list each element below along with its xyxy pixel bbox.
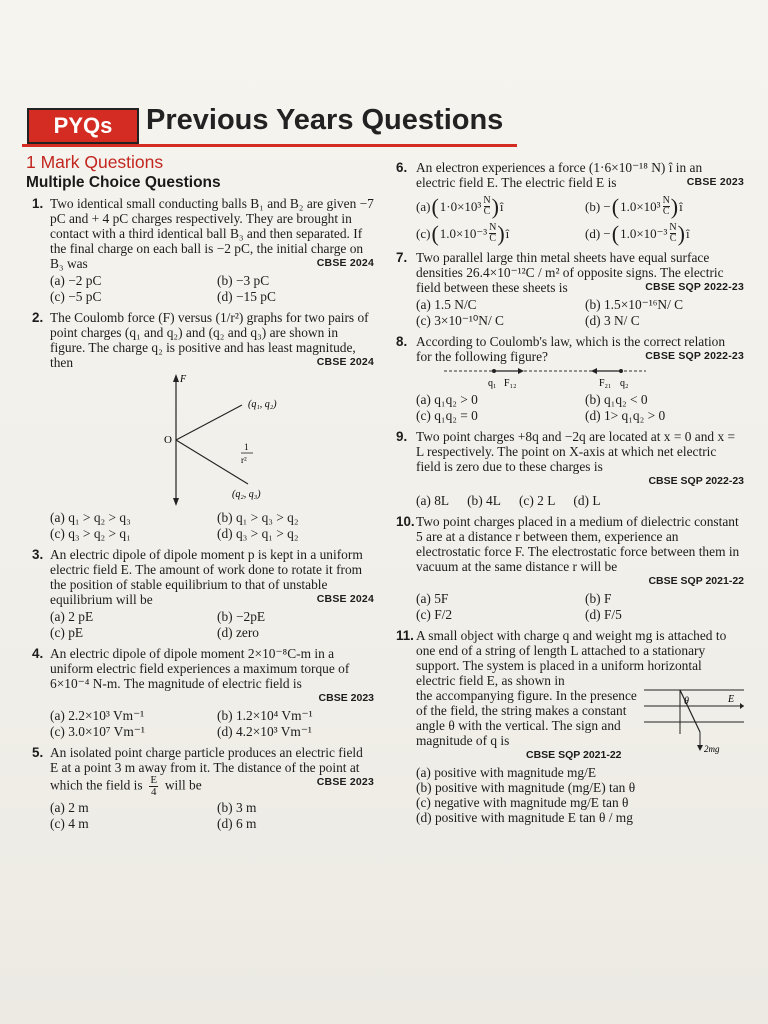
force-f12-head [518,368,524,374]
coefficient: 1·0×10³ [439,199,482,214]
question-7 [396,250,744,328]
page-title: Previous Years Questions [146,104,504,136]
label-f12: F₁₂ [504,378,517,389]
option-b[interactable]: (b) −3 pC [217,273,270,288]
option-label: (c) [416,226,431,241]
paren-open: ( [611,194,620,219]
unit-vector: î [505,226,510,241]
options [416,765,744,825]
x-label-num: 1 [244,442,249,452]
option-label: (b) − [585,199,611,214]
option-b[interactable]: (b) 1.2×10⁴ Vm⁻¹ [217,708,313,723]
option-b[interactable]: (b) F [585,591,612,606]
option-c[interactable]: (c) q₁q₂ = 0 [416,408,478,423]
source-tag: CBSE SQP 2022-23 [648,475,744,487]
options [50,609,374,640]
option-a[interactable]: (a) 5F [416,591,449,606]
question-text: An electric dipole of dipole moment 2×10⁻⁸C-m in a uniform electric field experiences a maximum torque of 6×10⁻⁴ N-m. The magnitude of electric field is [50,646,350,691]
subsection-title: Multiple Choice Questions [26,174,221,191]
options [50,708,374,739]
fraction-e-over-4 [149,775,159,798]
option-d[interactable]: (d) positive with magnitude E tan θ / mg [416,810,633,825]
source-tag: CBSE 2023 [318,692,374,704]
question-11 [396,628,744,825]
option-b[interactable]: (b) positive with magnitude (mg/E) tan θ [416,780,636,795]
theta-label: θ [684,696,689,707]
question-text-tail: will be [164,777,202,793]
option-b[interactable] [585,196,744,217]
source-tag: CBSE SQP 2022-23 [645,281,744,293]
question-3 [26,547,374,640]
question-text: An electric dipole of dipole moment p is kept in a uniform electric field E. The amount of work done to rotate it from the position of stable equilibrium to that of unstable equilibrium will be [50,547,363,607]
question-number: 2. [32,310,44,325]
paren-open: ( [431,221,439,246]
coefficient: 1.0×10⁻³ [620,226,668,241]
unit-fraction [669,223,676,244]
label-f21: F₂₁ [599,378,612,389]
question-4 [26,646,374,739]
options [50,800,374,831]
option-c[interactable]: (c) 2 L [518,493,556,508]
option-c[interactable]: (c) q₃ > q₂ > q₁ [50,526,131,541]
option-a[interactable]: (a) 2 pE [50,609,94,624]
y-arrow [173,374,179,382]
string [680,690,700,732]
option-d[interactable]: (d) q₃ > q₁ > q₂ [217,526,299,541]
question-number: 6. [396,160,408,175]
option-d[interactable]: (d) zero [217,625,260,640]
option-c[interactable]: (c) 3×10⁻¹⁰N/ C [416,313,504,328]
question-number: 1. [32,196,44,211]
force-graph [120,372,420,508]
question-number: 11. [396,628,414,643]
fraction-denominator: 4 [150,786,157,798]
option-label: (a) [416,199,431,214]
question-number: 9. [396,429,408,444]
unit-fraction [663,196,670,217]
label-q1q2: (q₁, q₂) [248,399,277,410]
option-d[interactable]: (d) −15 pC [217,289,276,304]
label-q2q3: (q₂, q₃) [232,489,261,500]
paren-open: ( [611,221,620,246]
option-a[interactable]: (a) 2.2×10³ Vm⁻¹ [50,708,145,723]
option-a[interactable]: (a) −2 pC [50,273,102,288]
options [416,392,744,423]
option-a[interactable]: (a) 2 m [50,800,89,815]
option-b[interactable]: (b) 4L [467,493,501,508]
question-2 [26,310,374,541]
unit-denominator: C [489,233,497,244]
weight-arrow-head [697,745,703,751]
question-text: Two identical small conducting balls B₁ and B₂ are given −7 pC and + 4 pC charges respectively. They are brought in contact with a third identical ball B₃ and then separated. If the final charge on each ball is −2 pC, the initial charge on B₃ was [50,196,374,271]
option-a[interactable]: (a) 8L [416,493,450,508]
x-label-den: r² [241,455,247,465]
option-d[interactable]: (d) 4.2×10³ Vm⁻¹ [217,724,312,739]
option-c[interactable]: (c) 4 m [50,816,89,831]
question-text: Two point charges placed in a medium of dielectric constant 5 are at a distance r between them, experience an electrostatic force F. The electrostatic force between them in vacuum at the same distance r will be [416,514,740,574]
coefficient: 1.0×10³ [620,199,661,214]
unit-denominator: C [669,233,677,244]
question-text: According to Coulomb's law, which is the correct relation for the following figure? [416,334,726,364]
option-d[interactable]: (d) 3 N/ C [585,313,640,328]
unit-numerator: N [669,222,677,233]
weight-label: 2mg [704,744,720,754]
y-arrow-down [173,498,179,506]
source-tag: CBSE SQP 2021-22 [526,749,622,761]
options [416,493,744,508]
option-c[interactable]: (c) 3.0×10⁷ Vm⁻¹ [50,724,145,739]
option-b[interactable]: (b) q₁ > q₃ > q₂ [217,510,299,525]
line-q2q3 [176,440,248,484]
question-number: 5. [32,745,44,760]
options [416,196,744,244]
paren-close: ) [491,194,499,219]
left-column [26,152,374,837]
force-f21-head [591,368,597,374]
pendulum-figure [644,682,744,756]
question-number: 4. [32,646,44,661]
unit-denominator: C [662,206,670,217]
header-underline [22,144,517,147]
option-label: (d) − [585,226,611,241]
option-a[interactable]: (a) 1.5 N/C [416,297,477,312]
unit-numerator: N [662,195,670,206]
unit-vector: î [679,199,683,214]
option-d[interactable]: (d) 1> q₁q₂ > 0 [585,408,666,423]
paren-close: ) [677,221,685,246]
question-number: 7. [396,250,408,265]
paren-close: ) [670,194,679,219]
question-1 [26,196,374,304]
source-tag: CBSE SQP 2021-22 [648,575,744,587]
option-a[interactable] [416,196,575,217]
option-c[interactable]: (c) −5 pC [50,289,102,304]
options [50,510,374,541]
question-text: Two parallel large thin metal sheets have equal surface densities 26.4×10⁻¹²C / m² of opposite signs. The electric field between these sheets is [416,250,724,295]
question-5 [26,745,374,831]
source-tag: CBSE 2023 [686,176,744,188]
options [50,273,374,304]
question-number: 8. [396,334,408,349]
options [416,297,744,328]
question-text: Two point charges +8q and −2q are located at x = 0 and x = L respectively. The point on X-axis at which net electric field is zero due to these charges is [416,429,736,474]
option-d[interactable] [585,223,744,244]
unit-denominator: C [483,206,491,217]
options [416,591,744,622]
source-tag: CBSE 2024 [316,356,374,368]
option-a[interactable]: (a) positive with magnitude mg/E [416,765,596,780]
question-8 [396,334,744,423]
source-tag: CBSE 2024 [316,257,374,269]
question-text: A small object with charge q and weight mg is attached to one end of a string of length L attached to a stationary support. The system is placed in a uniform horizontal electric field E, as shown in [416,628,727,688]
option-a[interactable]: (a) q₁q₂ > 0 [416,392,478,407]
option-c[interactable]: (c) negative with magnitude mg/E tan θ [416,795,629,810]
option-a[interactable]: (a) q₁ > q₂ > q₃ [50,510,131,525]
right-column [396,160,744,831]
fraction-numerator: E [150,774,158,786]
field-label: E [728,694,735,705]
unit-vector: î [499,199,504,214]
option-b[interactable]: (b) −2pE [217,609,266,624]
section-title: 1 Mark Questions [26,152,164,172]
label-q1: q₁ [488,378,497,389]
field-arrow [740,703,744,709]
question-6 [396,160,744,244]
source-tag: CBSE 2023 [316,776,374,788]
paren-close: ) [497,221,505,246]
coulomb-figure [416,364,736,390]
question-text: The Coulomb force (F) versus (1/r²) graphs for two pairs of point charges (q₁ and q₂) and (q₂ and q₃) are shown in figure. The charge q₂ is positive and has least magnitude, then [50,310,369,370]
question-number: 3. [32,547,44,562]
question-text: An electron experiences a force (1·6×10⁻¹⁸ N) î in an electric field E. The electric field E is [416,160,703,190]
pyqs-badge: PYQs [27,108,139,144]
unit-vector: î [685,226,690,241]
unit-numerator: N [489,222,497,233]
option-b[interactable]: (b) q₁q₂ < 0 [585,392,648,407]
coefficient: 1.0×10⁻³ [439,226,488,241]
source-tag: CBSE SQP 2022-23 [645,350,744,362]
question-text-2: the accompanying figure. In the presence of the field, the string makes a constant angle θ with the vertical. The sign and magnitude of q is [416,688,637,748]
unit-fraction [489,223,496,244]
question-number: 10. [396,514,415,529]
option-d[interactable]: (d) L [573,493,601,508]
option-b[interactable]: (b) 3 m [217,800,257,815]
unit-fraction [483,196,490,217]
option-d[interactable]: (d) F/5 [585,607,622,622]
line-q1q2 [176,405,242,440]
option-c[interactable] [416,223,575,244]
option-c[interactable]: (c) F/2 [416,607,453,622]
source-tag: CBSE 2024 [316,593,374,605]
question-11-figure-row [416,688,744,754]
question-text: An isolated point charge particle produces an electric field E at a point 3 m away from it. The distance of the point at which the field is [50,745,363,793]
origin-label: O [164,434,172,446]
label-q2: q₂ [620,378,629,389]
question-10 [396,514,744,622]
page-header [22,100,517,148]
y-axis-label: F [180,374,187,385]
option-b[interactable]: (b) 1.5×10⁻¹⁶N/ C [585,297,684,312]
option-d[interactable]: (d) 6 m [217,816,257,831]
paren-open: ( [431,194,439,219]
option-c[interactable]: (c) pE [50,625,84,640]
unit-numerator: N [483,195,491,206]
question-9 [396,429,744,508]
